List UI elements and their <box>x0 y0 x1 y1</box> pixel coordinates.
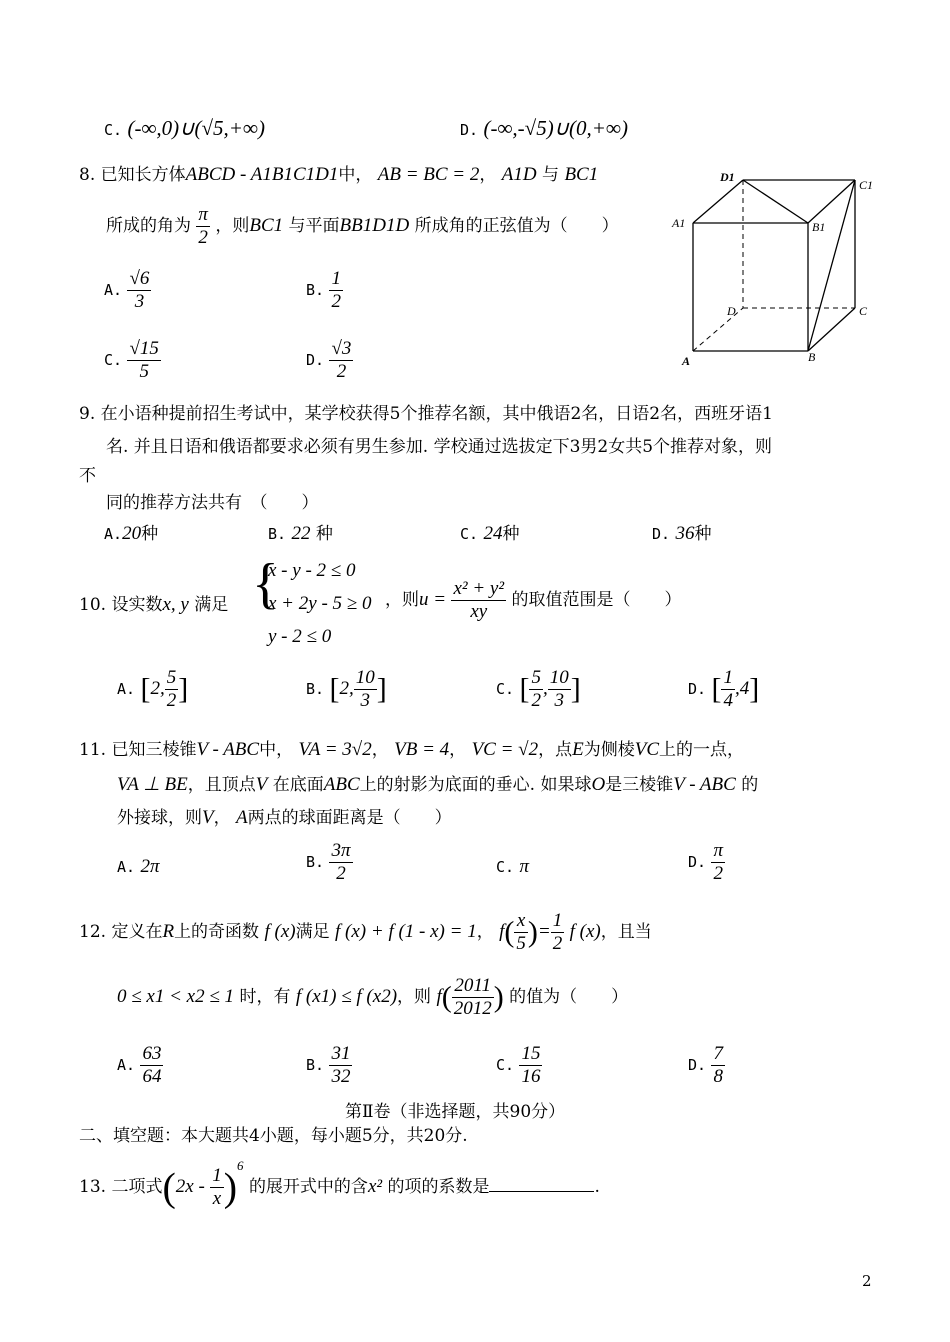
q8-math: AB = BC = 2 <box>377 164 480 185</box>
option-unit: 种 <box>141 524 159 544</box>
q11-math: V <box>255 774 268 795</box>
q12-text: 时，有 <box>239 986 291 1007</box>
option-label: A. <box>117 679 136 698</box>
fraction-numerator: 1 <box>552 910 563 931</box>
q9-stem-line1 <box>79 404 773 425</box>
option-label: C. <box>496 858 515 876</box>
q10-number: 10. <box>79 595 107 615</box>
edge-a1d1 <box>693 180 743 223</box>
q8-text: 与 <box>542 165 560 185</box>
label-c: C <box>859 304 868 318</box>
fraction-denominator: 2 <box>166 689 177 711</box>
q12-math: f <box>499 920 505 942</box>
q11-option-b <box>306 840 353 885</box>
fraction-denominator: 32 <box>331 1065 351 1087</box>
option-label: D. <box>306 350 325 369</box>
q13-fraction <box>210 1165 224 1210</box>
page-number: 2 <box>862 1272 872 1290</box>
option-fraction <box>127 268 151 313</box>
option-value: 20 <box>122 523 142 544</box>
fraction-denominator: xy <box>470 600 488 622</box>
fraction-numerator: √3 <box>331 338 352 359</box>
q8-math: A1D <box>501 164 537 185</box>
q10-system-brace: { <box>252 553 279 615</box>
q11-text: ，且顶点 <box>187 775 256 795</box>
q9-option-c <box>460 522 519 546</box>
q8-option-a <box>104 268 151 313</box>
q11-math: A <box>236 807 248 828</box>
label-a1: A1 <box>672 216 686 230</box>
option-value: 24 <box>483 523 503 544</box>
q11-text: 已知三棱锥 <box>111 740 197 760</box>
fraction-denominator: 2 <box>336 360 347 382</box>
q8-angle-fraction <box>196 204 210 249</box>
q8-text: ，则 <box>215 215 250 236</box>
q12-half-fraction <box>551 910 565 955</box>
fraction-numerator: 63 <box>142 1043 162 1064</box>
fraction-denominator: 2012 <box>453 997 492 1019</box>
q10-math: x, y <box>162 594 189 615</box>
fraction-denominator: 5 <box>516 932 526 954</box>
interval-lower-fraction <box>721 667 735 712</box>
option-fraction <box>519 1043 542 1088</box>
q11-option-a <box>117 855 160 879</box>
q11-option-d <box>688 840 725 885</box>
q9-number: 9. <box>79 404 96 424</box>
fraction-denominator: 2 <box>552 932 563 954</box>
fraction-numerator: 31 <box>331 1043 351 1064</box>
q13-answer-blank[interactable] <box>489 1173 594 1192</box>
q10-stem-lead <box>79 593 228 617</box>
q11-math: O <box>591 774 606 795</box>
option-label: B. <box>306 1055 325 1074</box>
q7-d-expr: (-∞,-√5)∪(0,+∞) <box>483 116 628 140</box>
q11-math: V - ABC <box>673 774 736 795</box>
option-label: A. <box>117 858 136 876</box>
fraction-numerator: 2011 <box>452 975 494 998</box>
q8-math: BC1 <box>249 214 284 236</box>
fraction-denominator: 2 <box>336 862 346 884</box>
q11-text: 两点的球面距离是（ ） <box>247 808 452 828</box>
option-fraction <box>140 1043 163 1088</box>
q12-stem-line1: 12. 定义在R上的奇函数 f (x)满足 f (x) + f (1 - x) = 1， f( $\frac{x}{5}$ )= $\frac{1}{2}$ f (x)，且当 <box>79 910 652 954</box>
q9-text: 名. 并且日语和俄语都要求必须有男生参加. 学校通过选拔定下3男2女共5个推荐对象，则 <box>106 437 773 457</box>
option-fraction <box>329 1043 352 1088</box>
q10-objective <box>385 578 681 623</box>
q12-option-d <box>688 1043 725 1088</box>
q12-text: 定义在 <box>111 921 163 942</box>
q11-stem-line3: 外接球，则V， A两点的球面距离是（ ） <box>117 807 452 828</box>
option-label: B. <box>306 280 325 299</box>
q7-c-expr: (-∞,0)∪(√5,+∞) <box>127 116 265 140</box>
q10-text: 设实数 <box>111 595 163 615</box>
q11-math: VB = 4 <box>394 739 450 760</box>
q11-text: 为侧棱 <box>583 740 635 760</box>
fraction-numerator: π <box>198 204 208 225</box>
q12-arg-fraction <box>514 910 528 955</box>
q11-text: ，点 <box>538 740 573 760</box>
q12-query-fraction <box>452 975 494 1020</box>
label-b: B <box>808 350 816 364</box>
q8-text: ， <box>479 165 497 185</box>
q8-option-c <box>104 338 161 383</box>
q9-stem-line2 <box>106 437 772 458</box>
q7-c-label: C. <box>104 121 123 139</box>
fraction-numerator: √6 <box>129 268 150 289</box>
option-label: B. <box>306 679 325 698</box>
q7-option-c <box>104 115 265 141</box>
option-label: D. <box>652 525 671 543</box>
bracket-left: [ <box>519 672 530 706</box>
option-fraction <box>127 338 160 383</box>
q11-text: 上的射影为底面的垂心. 如果球 <box>359 775 592 795</box>
interval-lower: 2 <box>339 677 349 699</box>
option-label: A. <box>104 280 123 299</box>
fraction-denominator: 2 <box>531 689 541 711</box>
q11-text: 在底面 <box>272 775 324 795</box>
option-fraction <box>329 840 352 885</box>
q11-text: 外接球，则 <box>117 808 202 828</box>
option-label: C. <box>104 350 123 369</box>
q8-cuboid-figure <box>668 163 880 368</box>
fraction-numerator: √15 <box>129 338 159 359</box>
q10-option-c: C. [ $\frac{5}{2}$ , $\frac{10}{3}$ ] <box>496 667 581 711</box>
fraction-numerator: 7 <box>713 1043 723 1064</box>
q9-option-a <box>104 522 158 546</box>
option-unit: 种 <box>315 524 333 544</box>
q10-text: ，则 <box>385 589 419 610</box>
fraction-numerator: 1 <box>212 1165 222 1187</box>
fraction-numerator: 1 <box>723 667 733 688</box>
q11-math: VC <box>634 739 659 760</box>
q9-text: 不 <box>79 466 96 486</box>
q12-math: f <box>436 985 442 1007</box>
q12-text: ，则 <box>397 986 432 1007</box>
q10-text: 满足 <box>194 595 229 615</box>
option-value: 2π <box>140 856 160 877</box>
q13-exponent: 6 <box>237 1158 244 1173</box>
q9-option-d <box>652 522 711 546</box>
option-value: π <box>519 856 529 877</box>
fraction-denominator: 2 <box>331 290 341 312</box>
diag-bc1 <box>808 180 855 351</box>
q7-d-label: D. <box>460 121 479 139</box>
option-value: 36 <box>675 523 695 544</box>
option-label: B. <box>306 852 325 871</box>
q12-option-c <box>496 1043 542 1088</box>
fraction-numerator: 5 <box>166 667 177 688</box>
q11-option-c <box>496 855 529 879</box>
q10-option-a: A. [2, $\frac{5}{2}$ ] <box>117 667 189 711</box>
q13-text: 的展开式中的含 <box>248 1177 368 1197</box>
q8-text: 中， <box>338 165 373 185</box>
q12-option-b <box>306 1043 352 1088</box>
q10-constraint-2: x + 2y - 5 ≥ 0 <box>268 593 372 614</box>
bracket-right: ] <box>749 672 760 706</box>
q8-math: BC1 <box>564 164 599 185</box>
label-d1: D1 <box>720 170 735 184</box>
fraction-numerator: x² + y² <box>453 578 505 599</box>
label-c1: C1 <box>859 178 874 192</box>
q8-math: ABCD - A1B1C1D1 <box>185 164 339 185</box>
q8-math: BB1D1D <box>339 214 410 236</box>
fraction-denominator: 16 <box>521 1065 541 1087</box>
q11-math: VA ⊥ BE <box>117 774 188 795</box>
q13-text: 的项的系数是 <box>387 1177 490 1197</box>
option-fraction <box>711 840 725 885</box>
q12-text: 满足 <box>295 921 330 942</box>
interval-upper-fraction <box>165 667 179 712</box>
bracket-right: ] <box>178 672 189 706</box>
option-label: D. <box>688 1055 707 1074</box>
fraction-numerator: 1 <box>331 268 341 289</box>
fraction-numerator: 3π <box>331 840 351 861</box>
edge-b1c1 <box>808 180 855 223</box>
q10-option-b: B. [2, $\frac{10}{3}$ ] <box>306 667 387 711</box>
q8-text: 所成角的正弦值为（ ） <box>414 215 619 236</box>
q12-math: f (x) + f (1 - x) = 1 <box>335 920 477 942</box>
q8-text: 已知长方体 <box>100 165 186 185</box>
fraction-denominator: 3 <box>360 689 370 711</box>
q12-number: 12. <box>79 921 107 942</box>
interval-upper: 4 <box>739 677 750 699</box>
q8-number: 8. <box>79 165 96 185</box>
interval-upper-fraction <box>548 667 571 712</box>
q12-text: 的值为（ ） <box>509 986 629 1007</box>
q11-text: 是三棱锥 <box>605 775 674 795</box>
fraction-numerator: 5 <box>531 667 541 688</box>
option-unit: 种 <box>502 524 520 544</box>
q13-number: 13. <box>79 1177 107 1197</box>
fraction-numerator: x <box>514 910 528 933</box>
q7-option-d <box>460 115 628 141</box>
option-label: B. <box>268 525 287 543</box>
option-label: C. <box>460 525 479 543</box>
q12-text: ，且当 <box>600 921 652 942</box>
q11-stem-line2 <box>117 773 758 797</box>
fraction-denominator: 2 <box>198 226 208 248</box>
bracket-right: ] <box>570 672 581 706</box>
option-label: D. <box>688 679 707 698</box>
q12-math: = <box>537 920 551 942</box>
diag-d1b1 <box>743 180 808 223</box>
label-d: D <box>727 304 736 318</box>
option-label: C. <box>496 1055 515 1074</box>
q13-math: x² <box>367 1176 383 1197</box>
q8-text: 与平面 <box>288 215 340 236</box>
q9-option-b <box>268 522 333 546</box>
section2-title: 第Ⅱ卷（非选择题，共90分） <box>345 1102 566 1122</box>
label-b1: B1 <box>812 220 826 234</box>
q10-option-d: D. [ $\frac{1}{4}$ ,4] <box>688 667 760 711</box>
fraction-numerator: 10 <box>549 667 569 688</box>
q11-text: 中， <box>259 740 294 760</box>
fraction-numerator: 15 <box>521 1043 541 1064</box>
q12-text: 上的奇函数 <box>174 921 260 942</box>
q12-math: f (x) <box>264 920 296 942</box>
q8-text: 所成的角为 <box>106 215 191 236</box>
q11-stem-line1: 11. 已知三棱锥V - ABC中， VA = 3√2， VB = 4， VC = √2，点E为侧棱VC上的一点， <box>79 739 744 760</box>
q8-option-d <box>306 338 353 383</box>
bracket-right: ] <box>376 672 387 706</box>
option-fraction <box>329 338 353 383</box>
q11-math: V <box>202 807 214 828</box>
interval-lower: 2 <box>150 677 160 699</box>
edge-bc <box>808 308 855 351</box>
option-label: D. <box>688 852 707 871</box>
q12-math: 0 ≤ x1 < x2 ≤ 1 <box>117 985 235 1007</box>
q12-math: R <box>162 920 175 942</box>
q12-text: ， <box>476 921 494 942</box>
fraction-numerator: π <box>713 840 723 861</box>
option-label: A. <box>117 1055 136 1074</box>
bracket-left: [ <box>329 672 340 706</box>
fraction-denominator: x <box>212 1188 222 1209</box>
q10-objective-fraction <box>451 578 506 623</box>
q13-stem: 13. 二项式(2x - $\frac{1}{x}$ )$^6$ 的展开式中的含x² 的项的系数是 . <box>79 1158 600 1210</box>
option-unit: 种 <box>694 524 712 544</box>
option-fraction <box>711 1043 725 1088</box>
option-label: A. <box>104 525 123 543</box>
option-value: 22 <box>291 523 311 544</box>
fraction-denominator: 8 <box>713 1065 723 1087</box>
bracket-left: [ <box>140 672 151 706</box>
interval-upper-fraction <box>354 667 377 712</box>
q9-stem-line4 <box>106 493 319 514</box>
label-a: A <box>682 354 691 368</box>
fraction-denominator: 2 <box>713 862 723 884</box>
bracket-left: [ <box>711 672 722 706</box>
q8-stem-line2 <box>106 204 619 249</box>
fraction-numerator: 10 <box>355 667 375 688</box>
q9-text: 在小语种提前招生考试中，某学校获得5个推荐名额，其中俄语2名，日语2名，西班牙语1 <box>100 404 773 424</box>
q10-constraint-3: y - 2 ≤ 0 <box>268 626 332 647</box>
q11-text: 上的一点， <box>659 740 744 760</box>
q11-math: E <box>572 739 584 760</box>
fraction-denominator: 64 <box>142 1065 162 1087</box>
fraction-denominator: 5 <box>139 360 149 382</box>
q11-math: ABC <box>323 774 360 795</box>
interval-lower-fraction <box>529 667 543 712</box>
q12-option-a <box>117 1043 163 1088</box>
q12-stem-line2: 0 ≤ x1 < x2 ≤ 1 时，有 f (x1) ≤ f (x2)，则 f( $\frac{2011}{2012}$ ) 的值为（ ） <box>117 975 629 1019</box>
option-label: C. <box>496 679 515 698</box>
q9-stem-line3 <box>79 466 96 487</box>
q11-math: VC = √2 <box>471 739 539 760</box>
q11-math: V - ABC <box>196 739 260 760</box>
q13-math: 2x - <box>175 1176 205 1197</box>
option-fraction <box>329 268 343 313</box>
q8-stem-line1 <box>79 163 598 187</box>
q11-text: 的 <box>741 775 759 795</box>
section2-heading: 二、填空题：本大题共4小题，每小题5分，共20分. <box>79 1126 468 1146</box>
q8-option-b <box>306 268 343 313</box>
q11-number: 11. <box>79 740 107 760</box>
fraction-denominator: 4 <box>723 689 733 711</box>
q11-math: VA = 3√2 <box>298 739 372 760</box>
q9-text: 同的推荐方法共有 （ ） <box>106 493 319 513</box>
q10-constraint-1: x - y - 2 ≤ 0 <box>268 560 356 581</box>
q10-text: 的取值范围是（ ） <box>511 589 682 610</box>
q12-math: f (x) <box>569 920 601 942</box>
q13-text: . <box>594 1177 600 1197</box>
fraction-denominator: 3 <box>554 689 564 711</box>
q13-text: 二项式 <box>111 1177 163 1197</box>
fraction-denominator: 3 <box>134 290 145 312</box>
q12-math: f (x1) ≤ f (x2) <box>295 985 398 1007</box>
q10-math: u = <box>419 588 447 610</box>
